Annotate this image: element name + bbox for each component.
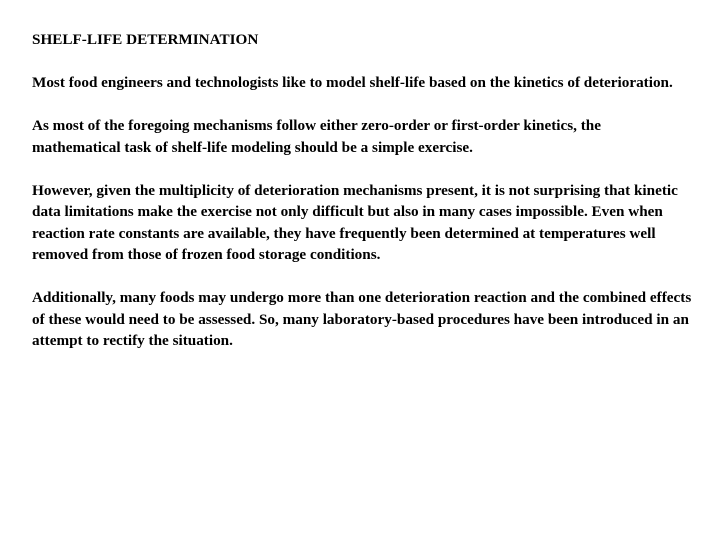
paragraph-data-limitations: However, given the multiplicity of deterioration mechanisms present, it is not surprising that kinetic data limitations make the exercise not only difficult but also in many cases impossible. Even when reaction rate constants are available, they have frequently been determined at temperatures well removed from those of frozen food storage conditions. bbox=[32, 181, 678, 263]
document-body bbox=[32, 29, 692, 373]
paragraph-kinetics-modeling: Most food engineers and technologists like to model shelf-life based on the kinetics of deterioration. bbox=[32, 74, 673, 91]
page-title: SHELF-LIFE DETERMINATION bbox=[32, 31, 259, 48]
paragraph-reaction-order: As most of the foregoing mechanisms follow either zero-order or first-order kinetics, the mathematical task of shelf-life modeling should be a simple exercise. bbox=[32, 117, 601, 156]
paragraph-combined-effects: Additionally, many foods may undergo more than one deterioration reaction and the combined effects of these would need to be assessed. So, many laboratory-based procedures have been introduced in an attempt to rectify the situation. bbox=[32, 289, 692, 349]
